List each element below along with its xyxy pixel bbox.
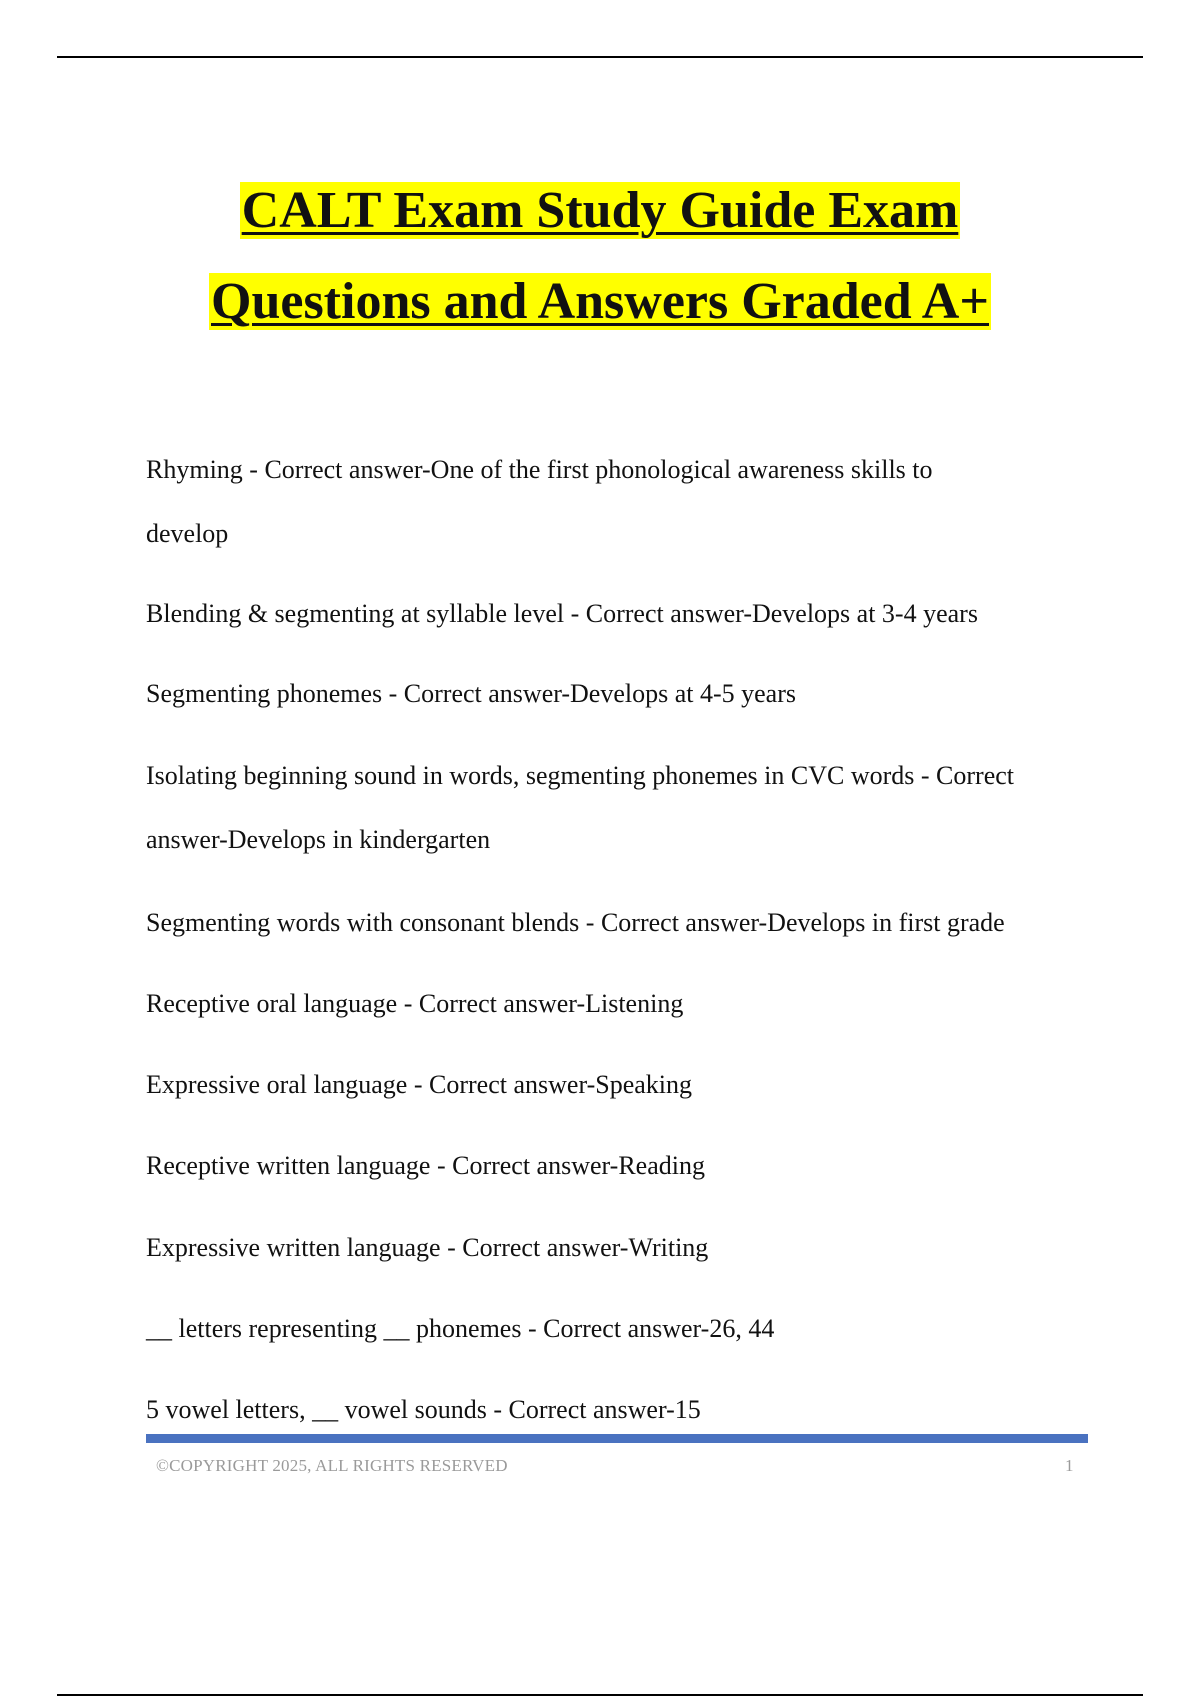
footer-copyright: ©COPYRIGHT 2025, ALL RIGHTS RESERVED [156,1456,508,1475]
qa-item-text: Segmenting phonemes - Correct answer-Develops at 4-5 years [146,679,796,708]
qa-item-text: Segmenting words with consonant blends - Correct answer-Develops in first grade [146,908,1005,937]
document-title-line-2 [0,272,1200,332]
qa-item-text: Receptive written language - Correct answer-Reading [146,1151,705,1180]
qa-item-segmenting-phonemes [146,662,1096,726]
title-line-1-text: CALT Exam Study Guide Exam [241,182,959,239]
qa-item-text: __ letters representing __ phonemes - Correct answer-26, 44 [146,1314,775,1343]
qa-item-expressive-written [146,1216,1096,1280]
page-bottom-rule [57,1694,1143,1696]
footer-divider-bar [146,1434,1088,1443]
title-line-2-text: Questions and Answers Graded A+ [211,273,989,330]
qa-item-vowel-sounds [146,1378,1096,1442]
document-title-line-1 [0,181,1200,241]
qa-item-text-continued: answer-Develops in kindergarten [146,825,491,854]
qa-item-consonant-blends [146,891,1096,955]
qa-item-receptive-written [146,1134,1096,1198]
qa-item-text: Expressive oral language - Correct answer-Speaking [146,1070,692,1099]
page-top-rule [57,56,1143,58]
qa-item-expressive-oral [146,1053,1096,1117]
qa-item-letters-phonemes [146,1297,1096,1361]
qa-item-receptive-oral [146,972,1096,1036]
qa-item-text: Expressive written language - Correct answer-Writing [146,1233,709,1262]
qa-item-text: Rhyming - Correct answer-One of the first phonological awareness skills to [146,455,933,484]
qa-item-isolating-beginning-sound [146,744,1096,872]
qa-item-text-continued: develop [146,519,229,548]
qa-item-rhyming [146,438,1096,566]
qa-item-blending-syllable [146,582,1096,646]
qa-item-text: Receptive oral language - Correct answer-Listening [146,989,684,1018]
qa-item-text: Isolating beginning sound in words, segmenting phonemes in CVC words - Correct [146,761,1015,790]
footer-page-number: 1 [1065,1456,1074,1475]
qa-item-text: 5 vowel letters, __ vowel sounds - Correct answer-15 [146,1395,701,1424]
qa-item-text: Blending & segmenting at syllable level - Correct answer-Develops at 3-4 years [146,599,978,628]
